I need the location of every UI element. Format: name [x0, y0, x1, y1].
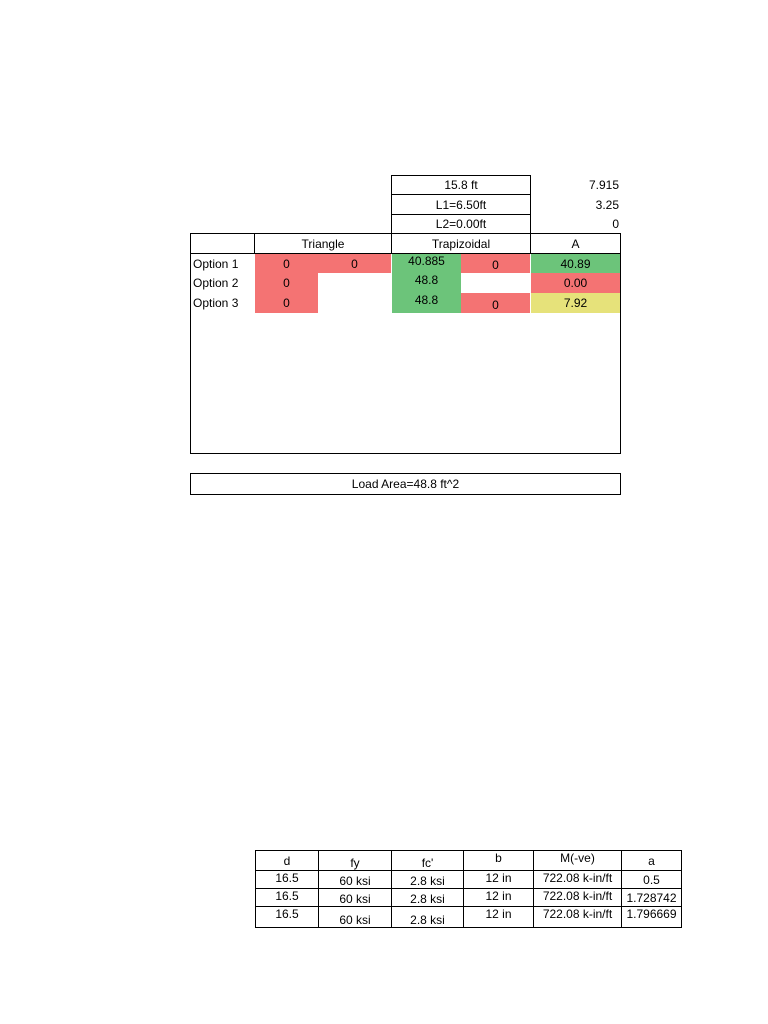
cell-m: 722.08 k-in/ft [534, 889, 622, 907]
header-a: A [530, 233, 621, 254]
header-fc: fc' [392, 851, 464, 871]
option-2-trapizoidal-1: 48.8 [392, 273, 461, 293]
option-1-triangle-2: 0 [318, 254, 391, 273]
cell-d: 16.5 [256, 871, 319, 889]
cell-fc: 2.8 ksi [392, 907, 464, 928]
option-3-trapizoidal-1: 48.8 [392, 293, 461, 313]
table-header-row [256, 851, 682, 871]
header-b: b [464, 851, 534, 871]
cell-d: 16.5 [256, 907, 319, 928]
cell-fc: 2.8 ksi [392, 889, 464, 907]
option-2-a: 0.00 [531, 273, 620, 293]
header-trapizoidal: Trapizoidal [391, 233, 531, 254]
cell-a: 0.5 [622, 871, 682, 889]
option-2-label: Option 2 [193, 276, 239, 290]
cell-b: 12 in [464, 871, 534, 889]
option-3-a: 7.92 [531, 293, 620, 313]
cell-fc: 2.8 ksi [392, 871, 464, 889]
option-1-trapizoidal-2: 0 [461, 254, 530, 273]
option-1-trapizoidal-1: 40.885 [392, 254, 461, 273]
option-3-label: Option 3 [193, 296, 239, 310]
header-fy: fy [319, 851, 392, 871]
cell-a: 1.796669 [622, 907, 682, 928]
span-value-3: 0 [612, 217, 619, 231]
span-label-2: L1=6.50ft [391, 194, 531, 215]
option-1-triangle-1: 0 [255, 254, 318, 273]
table-row [256, 871, 682, 889]
cell-fy: 60 ksi [319, 871, 392, 889]
span-label-3: L2=0.00ft [391, 214, 531, 234]
table-row [256, 907, 682, 928]
cell-d: 16.5 [256, 889, 319, 907]
span-table [391, 175, 531, 234]
cell-m: 722.08 k-in/ft [534, 907, 622, 928]
option-1-label: Option 1 [193, 256, 239, 271]
cell-fy: 60 ksi [319, 907, 392, 928]
cell-a: 1.728742 [622, 889, 682, 907]
cell-m: 722.08 k-in/ft [534, 871, 622, 889]
option-1-a: 40.89 [531, 254, 620, 273]
span-label-1: 15.8 ft [391, 175, 531, 195]
span-value-1: 7.915 [588, 178, 619, 192]
header-blank [190, 233, 255, 254]
header-triangle: Triangle [254, 233, 392, 254]
span-value-2: 3.25 [595, 198, 619, 212]
cell-b: 12 in [464, 889, 534, 907]
header-m: M(-ve) [534, 851, 622, 871]
header-a: a [622, 851, 682, 871]
bottom-table [255, 850, 682, 928]
cell-b: 12 in [464, 907, 534, 928]
load-area-box: Load Area=48.8 ft^2 [190, 473, 621, 495]
option-3-trapizoidal-2: 0 [461, 293, 530, 313]
option-3-triangle-1: 0 [255, 293, 318, 313]
option-2-triangle-1: 0 [255, 273, 318, 293]
cell-fy: 60 ksi [319, 889, 392, 907]
header-d: d [256, 851, 319, 871]
table-row [256, 889, 682, 907]
